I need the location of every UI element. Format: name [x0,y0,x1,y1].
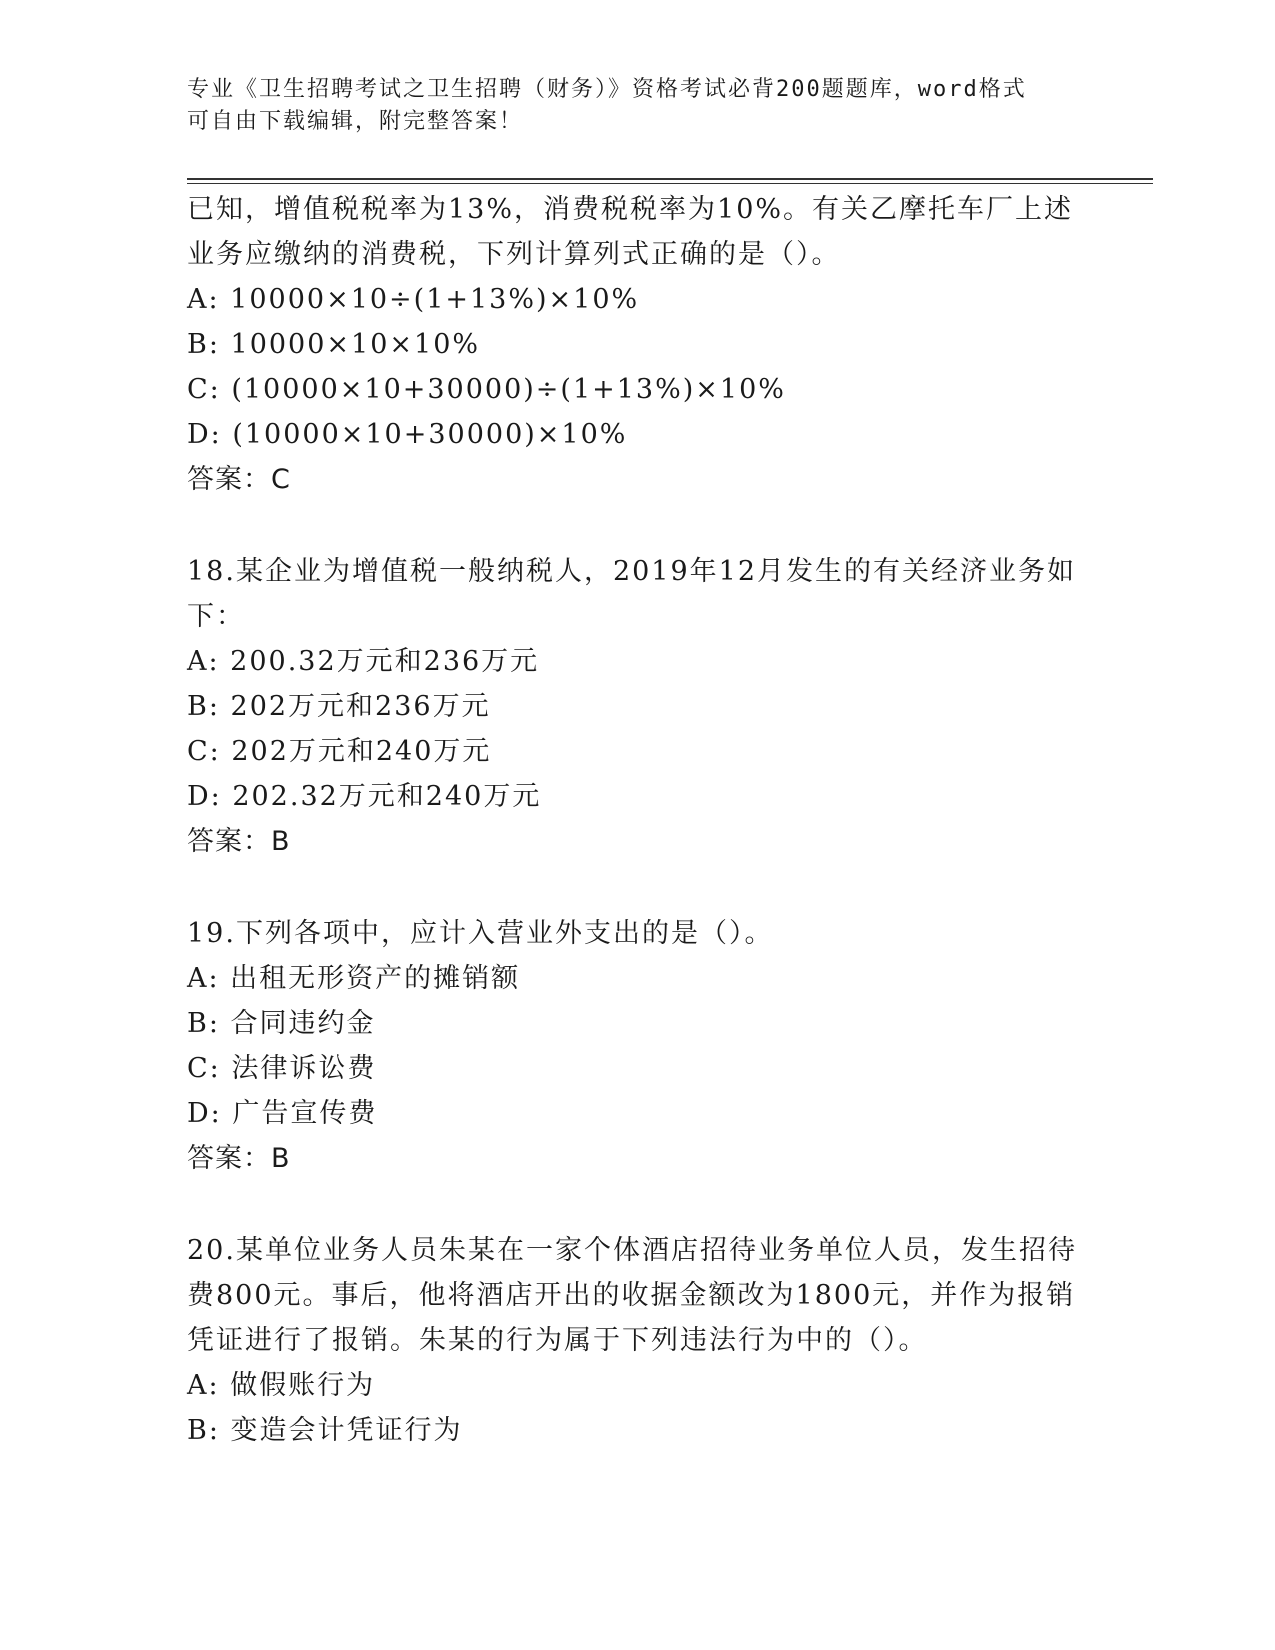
question-text: 凭证进行了报销。朱某的行为属于下列违法行为中的（）。 [187,1325,928,1356]
question-text: 费800元。事后，他将酒店开出的收据金额改为1800元，并作为报销 [187,1280,1076,1311]
header-divider-thick [187,178,1153,180]
spacer [187,502,1087,549]
question-text: 20.某单位业务人员朱某在一家个体酒店招待业务单位人员，发生招待 [187,1235,1077,1266]
question-20 [187,1228,1087,1453]
question-text: 19.下列各项中，应计入营业外支出的是（）。 [187,918,774,949]
option-a: A: 200.32万元和236万元 [187,646,540,677]
option-b: B: 合同违约金 [187,1008,376,1039]
question-17 [187,187,1087,502]
option-d: D: (10000×10+30000)×10% [187,419,628,450]
option-d: D: 广告宣传费 [187,1098,378,1129]
option-c: C: (10000×10+30000)÷(1+13%)×10% [187,374,786,405]
question-19 [187,911,1087,1181]
option-b: B: 变造会计凭证行为 [187,1415,463,1446]
question-18 [187,549,1087,864]
answer-label: 答案：B [187,1143,291,1174]
question-text: 已知，增值税税率为13%，消费税税率为10%。有关乙摩托车厂上述 [187,194,1074,225]
header-line-2: 可自由下载编辑，附完整答案！ [187,109,524,134]
option-a: A: 出租无形资产的摊销额 [187,963,521,994]
header-line-1: 专业《卫生招聘考试之卫生招聘（财务）》资格考试必背200题题库，word格式 [187,77,1027,102]
question-text: 18.某企业为增值税一般纳税人，2019年12月发生的有关经济业务如 [187,556,1077,587]
option-c: C: 法律诉讼费 [187,1053,377,1084]
option-d: D: 202.32万元和240万元 [187,781,542,812]
option-a: A: 10000×10÷(1+13%)×10% [187,284,640,315]
document-header [187,74,1067,138]
question-text: 下： [187,601,245,632]
option-c: C: 202万元和240万元 [187,736,492,767]
option-a: A: 做假账行为 [187,1370,376,1401]
spacer [187,1181,1087,1228]
question-list [187,187,1087,1453]
question-text: 业务应缴纳的消费税，下列计算列式正确的是（）。 [187,239,841,270]
option-b: B: 202万元和236万元 [187,691,491,722]
answer-label: 答案：C [187,464,291,495]
spacer [187,864,1087,911]
option-b: B: 10000×10×10% [187,329,481,360]
header-divider-thin [187,183,1153,184]
answer-label: 答案：B [187,826,291,857]
